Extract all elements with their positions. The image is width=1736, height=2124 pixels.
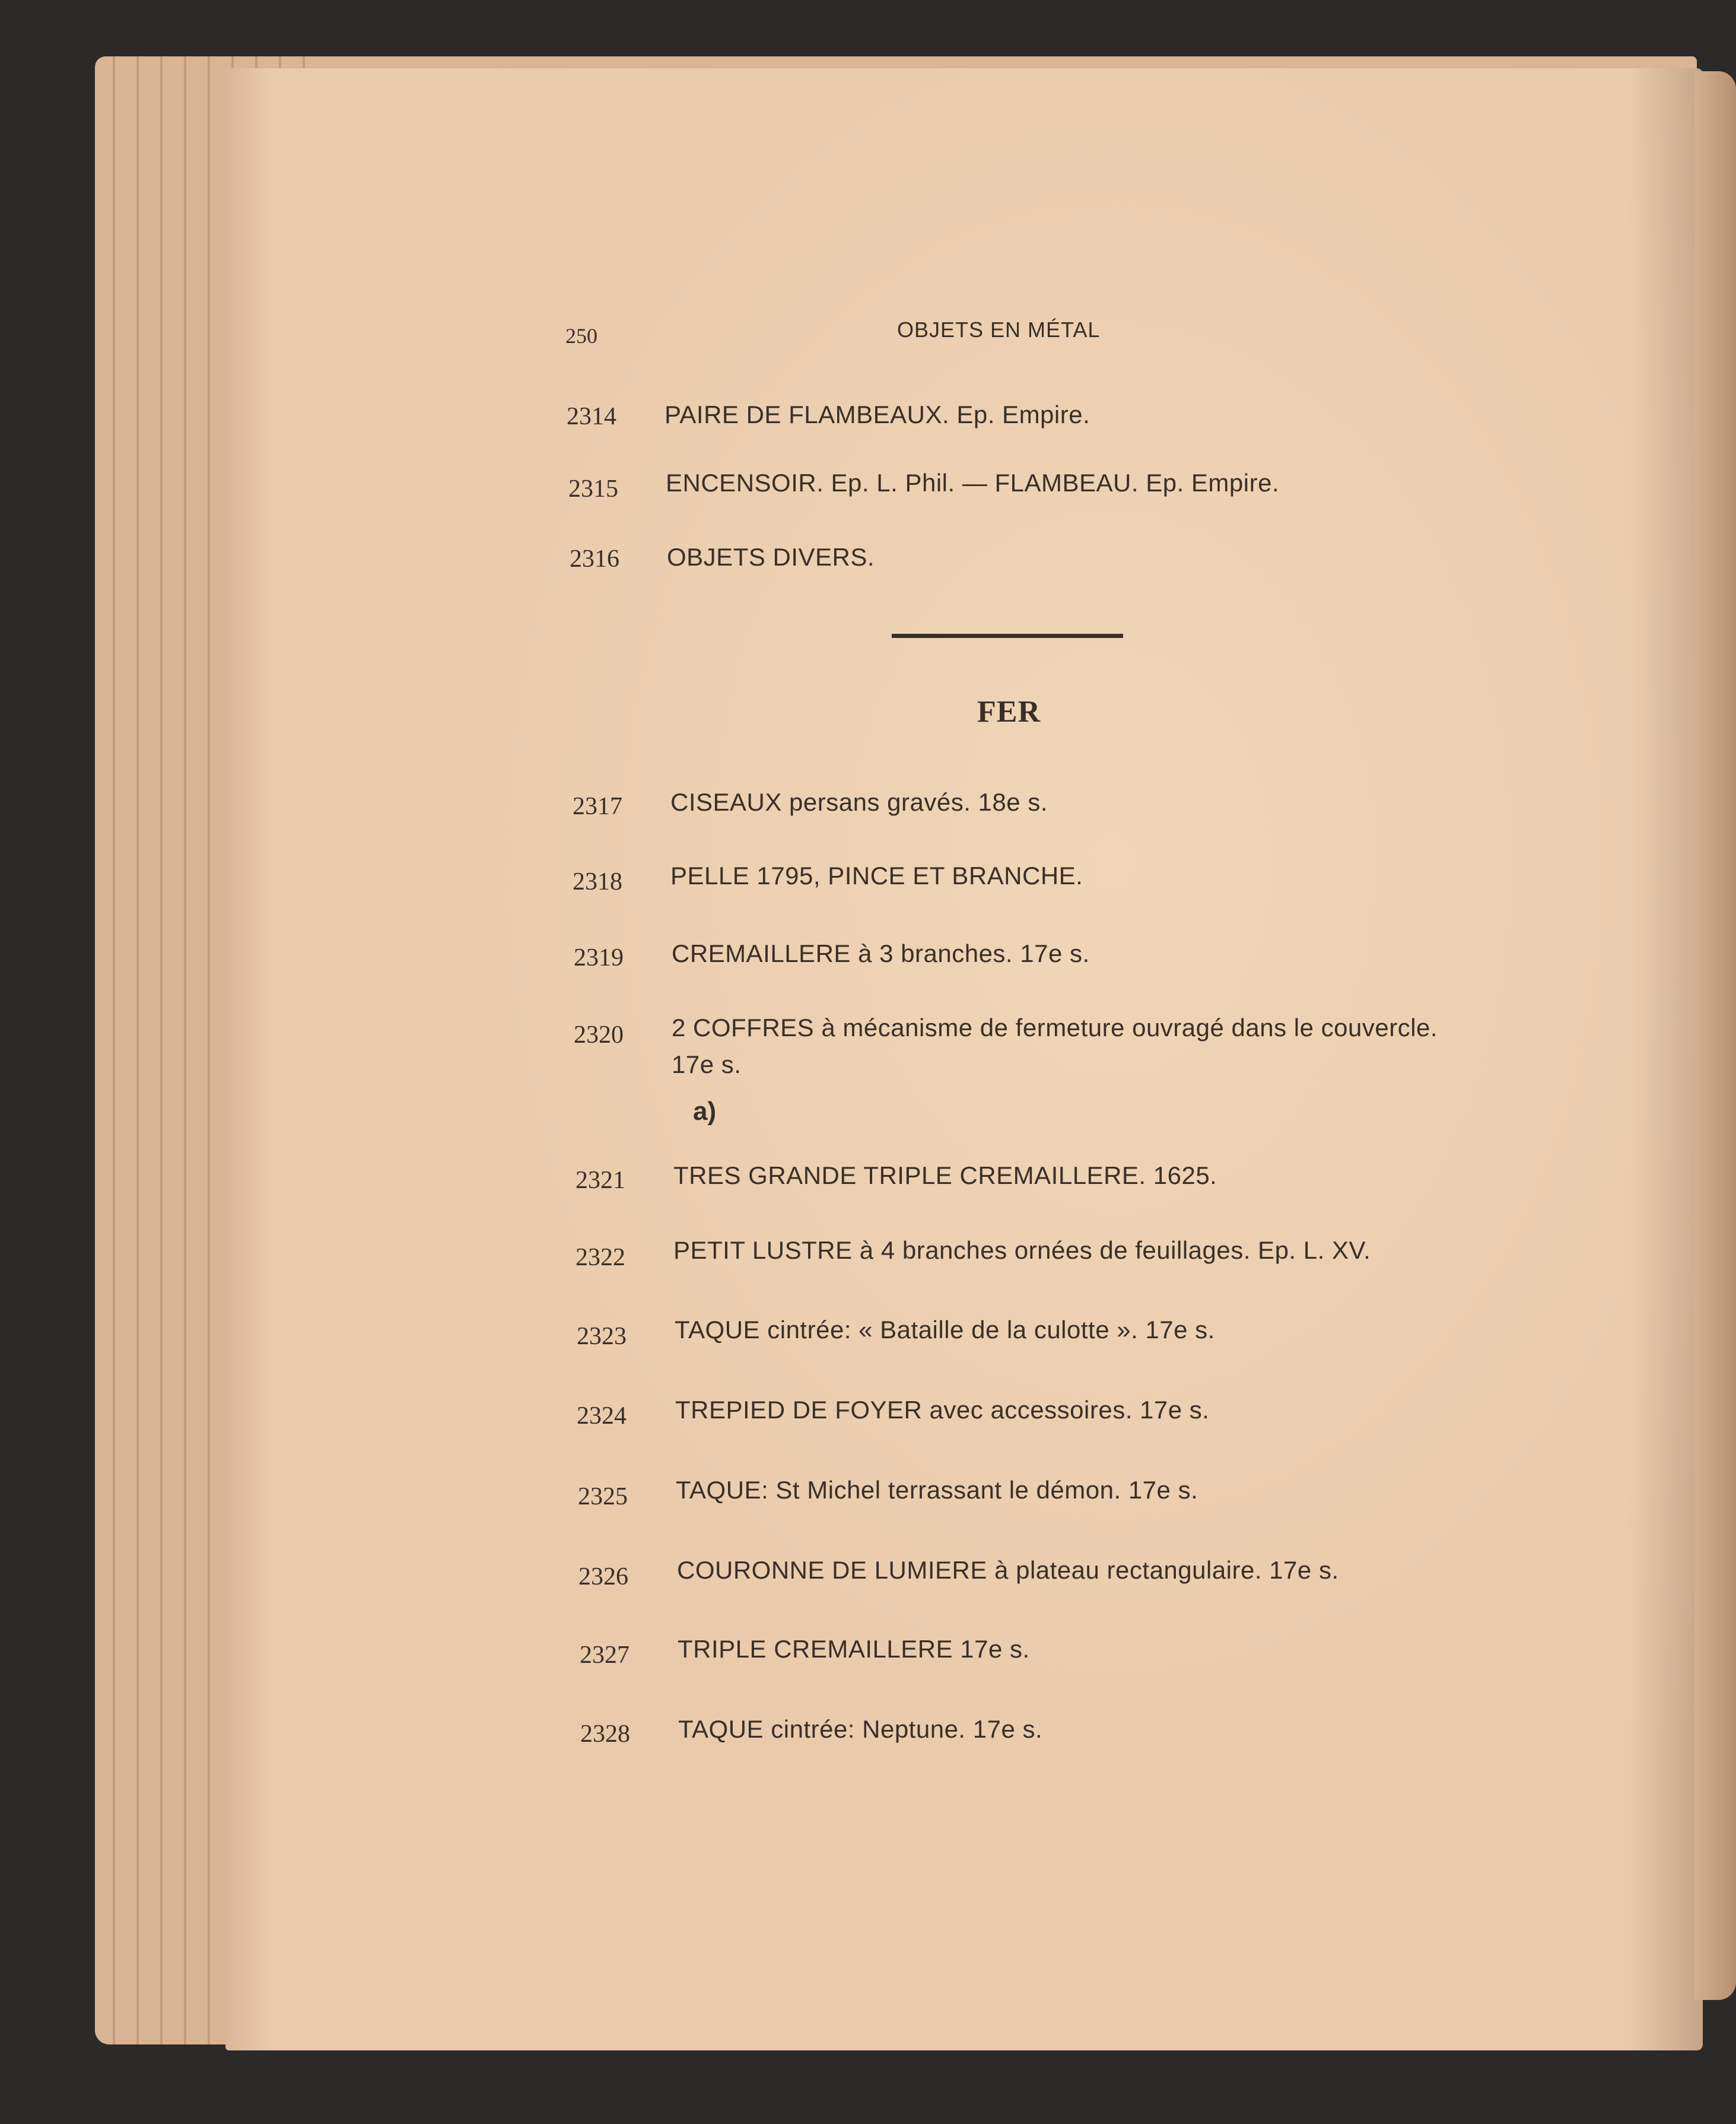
lot-number: 2315	[568, 475, 618, 503]
catalogue-page	[225, 68, 1703, 2050]
book-gutter	[1694, 71, 1736, 2000]
lot-number: 2314	[567, 403, 616, 430]
lot-description: TAQUE cintrée: « Bataille de la culotte ». 17e s.	[675, 1316, 1215, 1344]
lot-description: PETIT LUSTRE à 4 branches ornées de feuillages. Ep. L. XV.	[673, 1236, 1371, 1264]
lot-number: 2319	[574, 944, 624, 971]
running-title: OBJETS EN MÉTAL	[897, 318, 1101, 342]
lot-description: PAIRE DE FLAMBEAUX. Ep. Empire.	[664, 401, 1090, 428]
lot-sub-label: a)	[693, 1097, 717, 1126]
lot-description: COURONNE DE LUMIERE à plateau rectangulaire. 17e s.	[677, 1556, 1339, 1584]
lot-number: 2317	[573, 793, 622, 820]
lot-number: 2316	[570, 545, 619, 573]
lot-number: 2318	[573, 868, 622, 896]
lot-description-continued: 17e s.	[672, 1050, 742, 1078]
lot-number: 2320	[574, 1021, 624, 1049]
lot-number: 2324	[577, 1402, 627, 1430]
lot-description: TRIPLE CREMAILLERE 17e s.	[678, 1635, 1030, 1663]
section-title: FER	[977, 695, 1041, 729]
lot-description: CREMAILLERE à 3 branches. 17e s.	[672, 939, 1090, 967]
lot-number: 2326	[578, 1563, 628, 1590]
lot-number: 2322	[576, 1244, 625, 1271]
section-divider	[892, 634, 1123, 638]
lot-number: 2323	[577, 1323, 627, 1350]
lot-description: TREPIED DE FOYER avec accessoires. 17e s.	[675, 1396, 1210, 1424]
lot-description: TRES GRANDE TRIPLE CREMAILLERE. 1625.	[673, 1161, 1217, 1189]
lot-description: ENCENSOIR. Ep. L. Phil. — FLAMBEAU. Ep. Empire.	[666, 469, 1280, 497]
lot-number: 2321	[576, 1167, 625, 1194]
lot-description: 2 COFFRES à mécanisme de fermeture ouvragé dans le couvercle.	[672, 1014, 1438, 1042]
page-number: 250	[565, 324, 597, 348]
lot-description: TAQUE cintrée: Neptune. 17e s.	[678, 1715, 1043, 1743]
lot-number: 2325	[578, 1483, 628, 1510]
lot-number: 2327	[580, 1642, 629, 1669]
lot-description: TAQUE: St Michel terrassant le démon. 17e s.	[676, 1476, 1198, 1504]
lot-description: CISEAUX persans gravés. 18e s.	[670, 788, 1048, 816]
lot-number: 2328	[580, 1720, 630, 1748]
lot-description: PELLE 1795, PINCE ET BRANCHE.	[670, 862, 1083, 890]
lot-description: OBJETS DIVERS.	[667, 543, 875, 571]
